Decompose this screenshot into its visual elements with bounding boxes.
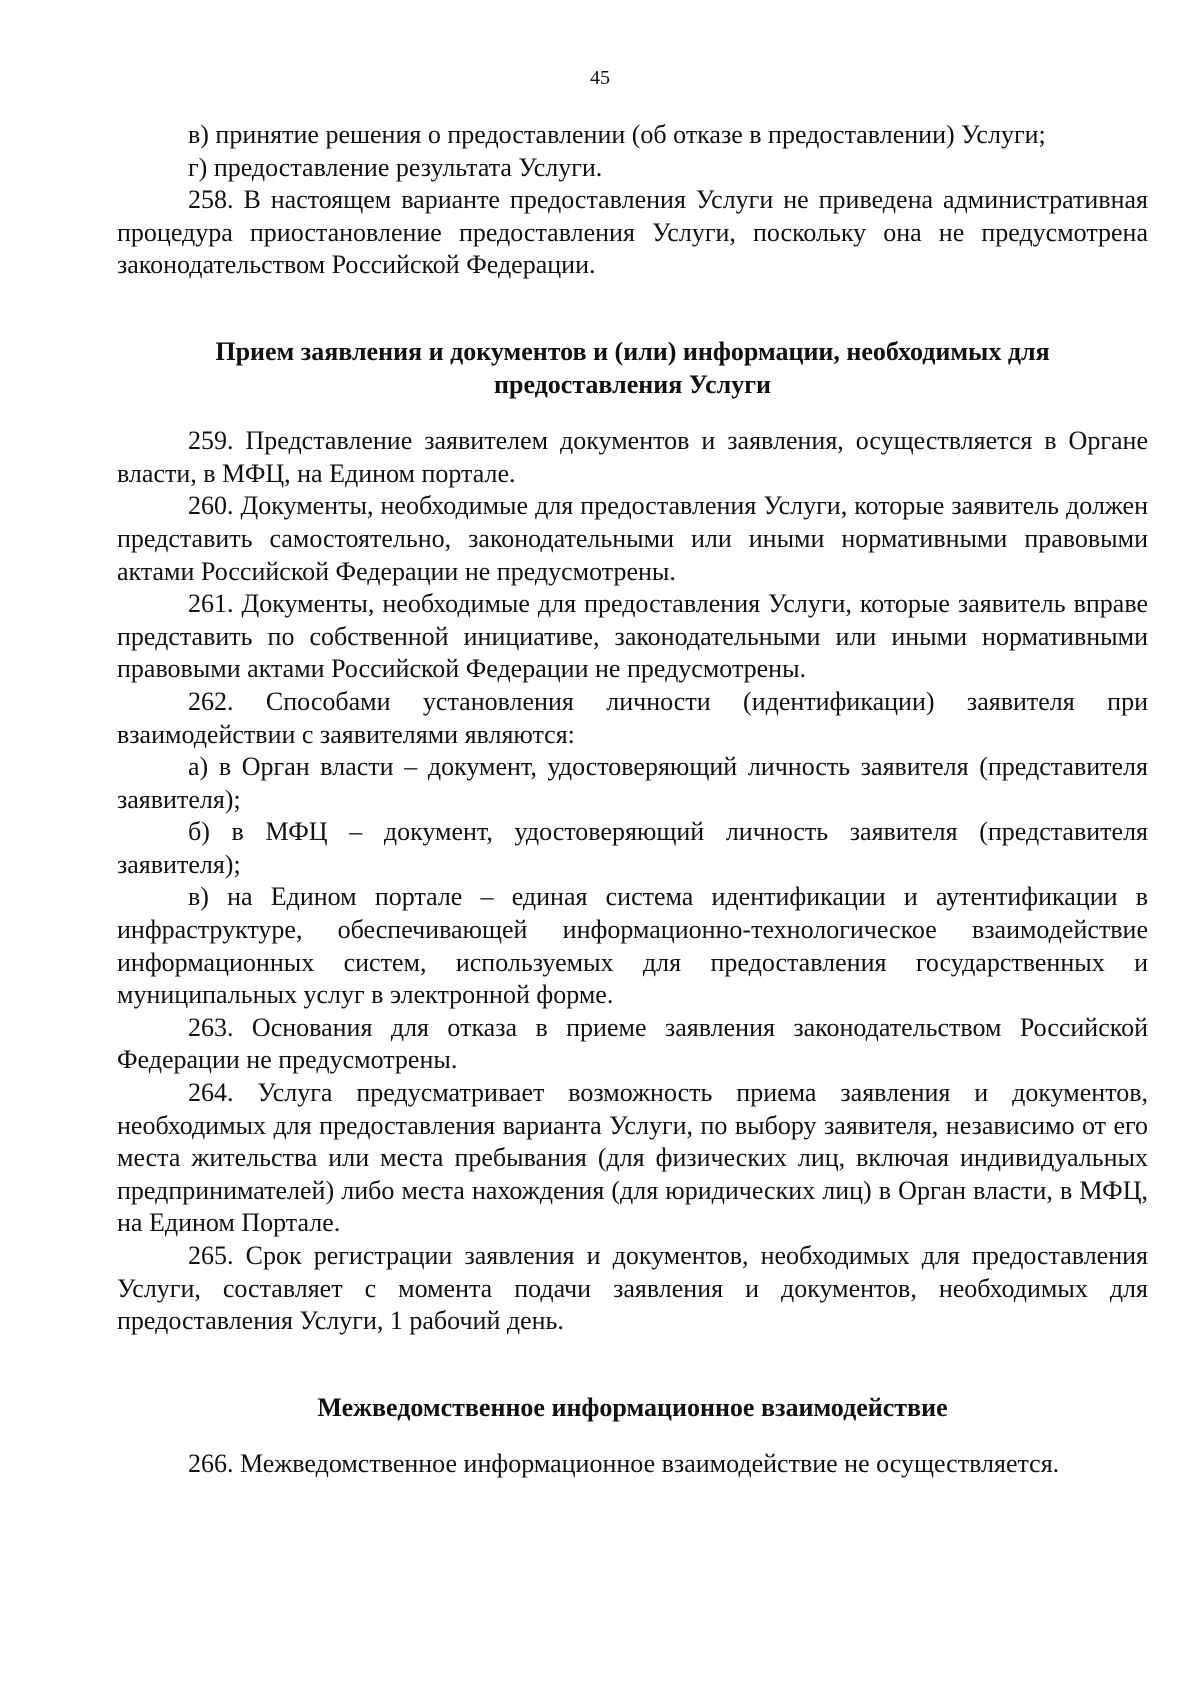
section-heading-reception-line2: предоставления Услуги — [494, 369, 771, 399]
page-content — [117, 119, 1148, 1481]
paragraph-262-a: а) в Орган власти – документ, удостоверяющий личность заявителя (представителя заявителя); — [117, 752, 1148, 814]
paragraph-259: 259. Представление заявителем документов и заявления, осуществляется в Органе власти, в МФЦ, на Едином портале. — [117, 426, 1148, 488]
paragraph-item-g: г) предоставление результата Услуги. — [188, 152, 603, 182]
paragraph-261: 261. Документы, необходимые для предоставления Услуги, которые заявитель вправе представить по собственной инициативе, законодательными или иными нормативными правовыми актами Российской Федерации не предусмотрены. — [117, 589, 1148, 684]
paragraph-265: 265. Срок регистрации заявления и документов, необходимых для предоставления Услуги, составляет с момента подачи заявления и документов, необходимых для предоставления Услуги, 1 рабочий день. — [117, 1241, 1148, 1336]
paragraph-262-b: б) в МФЦ – документ, удостоверяющий личность заявителя (представителя заявителя); — [117, 817, 1148, 879]
page-number: 45 — [590, 67, 610, 89]
section-heading-reception — [117, 336, 1148, 401]
paragraph-260: 260. Документы, необходимые для предоставления Услуги, которые заявитель должен представить самостоятельно, законодательными или иными нормативными правовыми актами Российской Федерации не предусмотрены. — [117, 491, 1148, 586]
paragraph-258: 258. В настоящем варианте предоставления Услуги не приведена административная процедура приостановление предоставления Услуги, поскольку она не предусмотрена законодательством Российской Федерации. — [117, 185, 1148, 280]
paragraph-263: 263. Основания для отказа в приеме заявления законодательством Российской Федерации не предусмотрены. — [117, 1012, 1148, 1075]
section-heading-interagency: Межведомственное информационное взаимодействие — [317, 1392, 948, 1422]
paragraph-262: 262. Способами установления личности (идентификации) заявителя при взаимодействии с заявителями являются: — [117, 686, 1148, 749]
paragraph-264: 264. Услуга предусматривает возможность приема заявления и документов, необходимых для предоставления варианта Услуги, по выбору заявителя, независимо от его места жительства или места пребывания (для физических лиц, включая индивидуальных предпринимателей) либо места нахождения (для юридических лиц) в Орган власти, в МФЦ, на Едином Портале. — [117, 1078, 1148, 1238]
section-heading-reception-line1: Прием заявления и документов и (или) информации, необходимых для — [215, 336, 1050, 366]
paragraph-262-v: в) на Едином портале – единая система идентификации и аутентификации в инфраструктуре, обеспечивающей информационно-технологическое взаимодействие информационных систем, используемых для предоставления государственных и муниципальных услуг в электронной форме. — [117, 882, 1148, 1010]
paragraph-266: 266. Межведомственное информационное взаимодействие не осуществляется. — [188, 1449, 1060, 1479]
paragraph-item-v: в) принятие решения о предоставлении (об отказе в предоставлении) Услуги; — [188, 120, 1046, 149]
